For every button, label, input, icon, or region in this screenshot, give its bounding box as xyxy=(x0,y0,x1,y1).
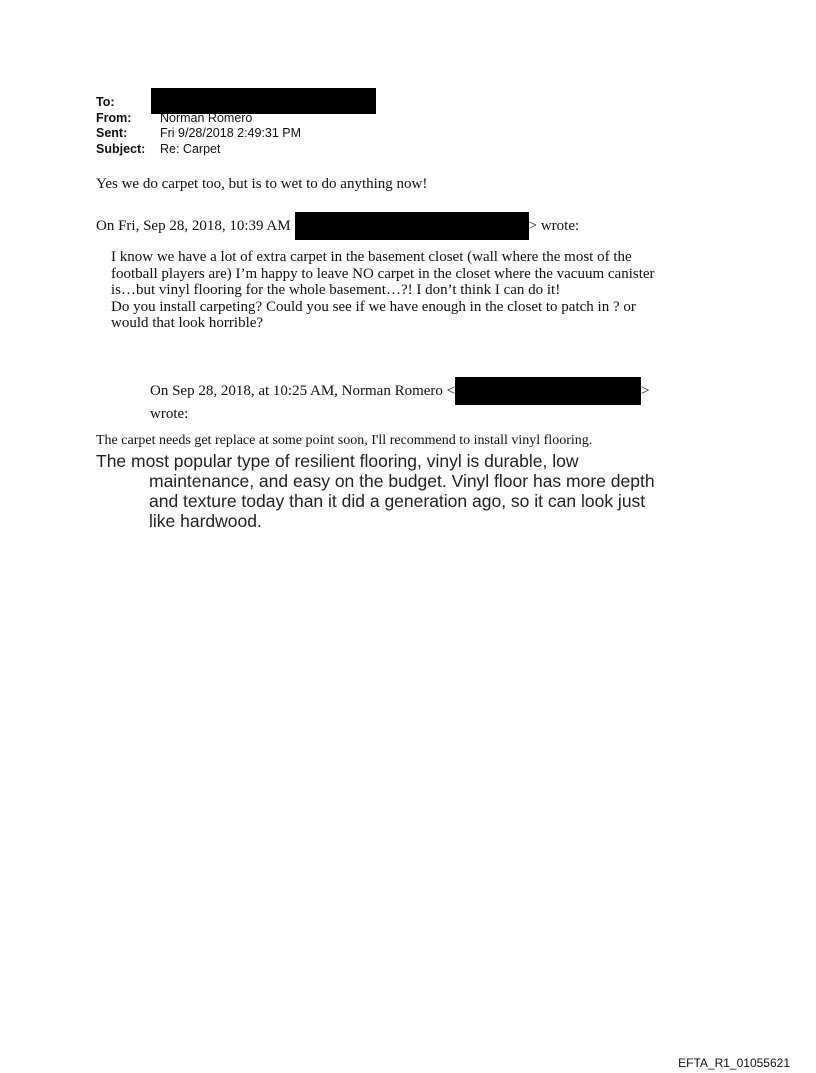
attribution-1-prefix: On Fri, Sep 28, 2018, 10:39 AM xyxy=(96,218,291,234)
sent-value: Fri 9/28/2018 2:49:31 PM xyxy=(160,126,302,140)
redaction-norman-email xyxy=(455,377,641,405)
quote1-line: I know we have a lot of extra carpet in the basement closet (wall where the most of the xyxy=(111,249,632,265)
paragraph-line: and texture today than it did a generation ago, so it can look just xyxy=(149,491,646,511)
from-label: From: xyxy=(96,110,132,125)
attribution-2-line2: wrote: xyxy=(150,406,189,422)
redaction-sender-email xyxy=(295,212,529,240)
to-label: To: xyxy=(96,95,115,109)
header-row-subject xyxy=(96,142,301,158)
attribution-2-line1 xyxy=(150,377,650,405)
document-id: EFTA_R1_01055621 xyxy=(678,1056,790,1070)
quote1-line: would that look horrible? xyxy=(111,315,264,331)
quote1-line: football players are) I’m happy to leave NO carpet in the closet where the vacuum canister xyxy=(111,265,655,282)
quote1-line: Do you install carpeting? Could you see if we have enough in the closet to patch in ? or xyxy=(111,298,636,315)
quoted-message-1 xyxy=(111,248,655,331)
quote-attribution-2 xyxy=(150,377,650,423)
quoted-message-2: The carpet needs get replace at some point soon, I'll recommend to install vinyl flooring. xyxy=(96,433,593,448)
email-header xyxy=(96,95,301,157)
attribution-2-prefix: On Sep 28, 2018, at 10:25 AM, Norman Romero < xyxy=(150,383,456,399)
paragraph-line: like hardwood. xyxy=(149,511,262,531)
flooring-paragraph xyxy=(96,451,655,531)
quote1-line: is…but vinyl flooring for the whole basement…?! I don’t think I can do it! xyxy=(111,282,561,298)
header-row-to xyxy=(96,95,301,111)
attribution-2-suffix: > xyxy=(641,383,650,399)
paragraph-line: maintenance, and easy on the budget. Vinyl floor has more depth xyxy=(149,471,655,491)
paragraph-line: The most popular type of resilient flooring, vinyl is durable, low xyxy=(96,451,579,471)
attribution-1-suffix: > wrote: xyxy=(528,218,580,234)
reply-text: Yes we do carpet too, but is to wet to do anything now! xyxy=(96,176,428,192)
quote-attribution-1 xyxy=(96,212,579,240)
sent-label: Sent: xyxy=(96,126,128,140)
header-row-from xyxy=(96,111,301,127)
from-value: Norman Romero xyxy=(160,110,253,125)
subject-value: Re: Carpet xyxy=(160,141,221,156)
header-row-sent xyxy=(96,126,301,142)
subject-label: Subject: xyxy=(96,141,146,156)
